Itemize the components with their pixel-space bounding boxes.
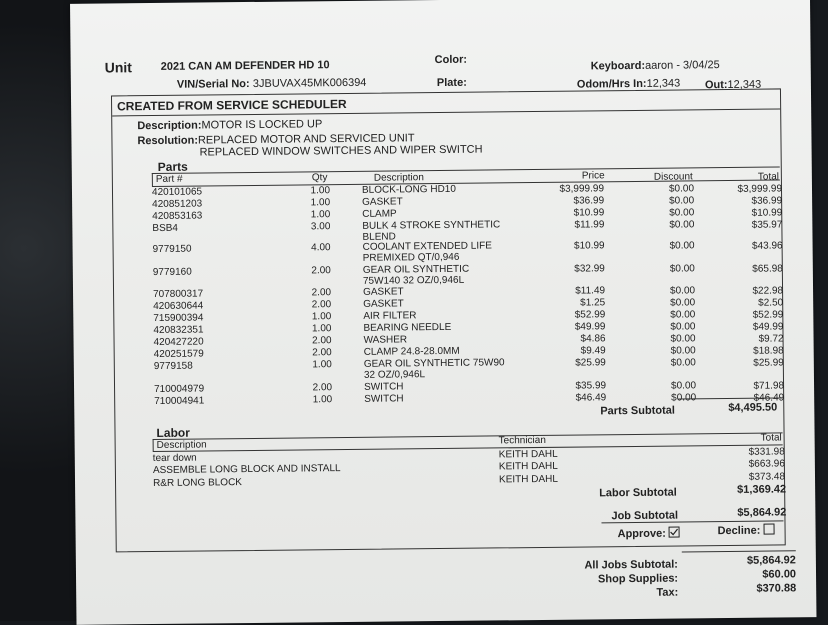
total-cell: $46.49 (753, 392, 785, 404)
price-cell: $10.99 (573, 240, 605, 252)
price-cell: $1.25 (580, 297, 606, 309)
discount-cell: $0.00 (670, 357, 696, 369)
part-number-cell: 420630644 (153, 300, 204, 313)
description-cell: GEAR OIL SYNTHETIC (362, 263, 470, 276)
keyboard-value: aaron - 3/04/25 (645, 59, 720, 72)
description-cell: WASHER (363, 334, 408, 346)
all-jobs-subtotal-label: All Jobs Subtotal: (584, 558, 678, 572)
price-cell: $11.49 (575, 285, 606, 297)
parts-subtotal-value: $4,495.50 (728, 401, 778, 415)
parts-col-price: Price (581, 170, 605, 182)
parts-col-description: Description (373, 172, 424, 184)
decline-checkbox[interactable] (763, 524, 774, 535)
parts-col-discount: Discount (653, 171, 693, 183)
price-cell: $46.49 (575, 392, 607, 404)
price-cell: $35.99 (575, 380, 607, 392)
labor-col-description: Description (156, 439, 207, 451)
labor-title: Labor (156, 425, 190, 440)
labor-total-cell: $663.96 (748, 458, 785, 470)
approve-control[interactable] (618, 527, 680, 541)
odom-in-value: 12,343 (646, 77, 681, 90)
discount-cell: $0.00 (671, 392, 697, 404)
decline-label: Decline: (717, 524, 761, 538)
total-cell: $3,999.99 (737, 183, 783, 195)
labor-description-cell: ASSEMBLE LONG BLOCK AND INSTALL (152, 463, 341, 477)
discount-cell: $0.00 (670, 321, 696, 333)
description-cell: BULK 4 STROKE SYNTHETIC (362, 219, 501, 232)
technician-cell: KEITH DAHL (498, 460, 558, 473)
resolution-line-1: REPLACED MOTOR AND SERVICED UNIT (197, 132, 415, 147)
description-cell: BEARING NEEDLE (363, 321, 452, 334)
discount-cell: $0.00 (669, 285, 696, 297)
total-cell: $25.99 (753, 357, 784, 369)
part-number-cell: 707800317 (153, 288, 204, 301)
decline-control[interactable] (718, 524, 775, 538)
description-cell: COOLANT EXTENDED LIFE (362, 240, 492, 253)
price-cell: $25.99 (575, 357, 606, 369)
part-number-cell: 710004941 (154, 395, 205, 408)
total-cell: $35.97 (751, 219, 783, 231)
labor-description-cell: tear down (152, 452, 197, 465)
parts-subtotal-label: Parts Subtotal (600, 404, 675, 418)
description-cell-line-2: 75W140 32 OZ/0,946L (362, 274, 465, 287)
price-cell: $9.49 (580, 345, 606, 357)
discount-cell: $0.00 (670, 309, 696, 321)
part-number-cell: 9779160 (152, 266, 192, 279)
description-cell: CLAMP 24.8-28.0MM (363, 345, 460, 358)
background-surface (0, 0, 80, 621)
resolution-line-2: REPLACED WINDOW SWITCHES AND WIPER SWITCH (199, 143, 483, 159)
qty-cell: 1.00 (312, 359, 332, 371)
work-order-sheet (70, 0, 816, 625)
description-cell: GASKET (363, 298, 404, 310)
description-cell-line-2: PREMIXED QT/0,946 (362, 251, 460, 264)
total-cell: $71.98 (753, 380, 785, 392)
shop-supplies-label: Shop Supplies: (597, 572, 679, 586)
description-cell: GEAR OIL SYNTHETIC 75W90 (363, 357, 505, 370)
parts-col-qty: Qty (311, 172, 328, 184)
total-cell: $2.50 (758, 297, 784, 309)
labor-subtotal-value: $1,369.42 (737, 483, 787, 496)
qty-cell: 1.00 (311, 323, 332, 335)
part-number-cell: 9779158 (153, 360, 193, 373)
part-number-cell: 9779150 (152, 243, 192, 256)
description-cell: GASKET (362, 196, 403, 208)
qty-cell: 1.00 (311, 311, 332, 323)
parts-col-total: Total (757, 171, 780, 183)
part-number-cell: 420101065 (151, 186, 203, 199)
description-cell: AIR FILTER (363, 310, 417, 322)
shop-supplies-value: $60.00 (762, 568, 797, 581)
technician-cell: KEITH DAHL (498, 473, 558, 486)
part-number-cell: 420851203 (152, 198, 203, 211)
total-cell: $36.99 (751, 195, 783, 207)
price-cell: $10.99 (573, 207, 605, 219)
labor-subtotal-label: Labor Subtotal (599, 486, 677, 500)
job-description (137, 118, 322, 132)
labor-total-cell: $373.48 (748, 471, 786, 483)
labor-header-left (153, 439, 154, 451)
keyboard-info (591, 59, 720, 72)
total-cell: $52.99 (752, 309, 784, 321)
description-cell: SWITCH (363, 381, 404, 393)
discount-cell: $0.00 (669, 207, 695, 219)
job-title: CREATED FROM SERVICE SCHEDULER (117, 96, 347, 114)
parts-header-left (152, 173, 153, 186)
odometer-in (577, 77, 680, 90)
qty-cell: 1.00 (310, 185, 331, 197)
qty-cell: 2.00 (312, 382, 333, 394)
discount-cell: $0.00 (670, 333, 696, 345)
discount-cell: $0.00 (669, 263, 695, 275)
total-cell: $10.99 (751, 207, 783, 219)
discount-cell: $0.00 (670, 380, 697, 392)
checkmark-icon (670, 528, 679, 537)
labor-description-cell: R&R LONG BLOCK (152, 477, 243, 490)
description-label: Description: (137, 119, 202, 133)
tax-label: Tax: (656, 586, 679, 599)
technician-cell: KEITH DAHL (498, 448, 558, 461)
price-cell: $4.86 (580, 333, 606, 345)
part-number-cell: 710004979 (154, 383, 205, 396)
description-cell: CLAMP (362, 208, 397, 220)
keyboard-label: Keyboard: (590, 59, 646, 73)
qty-cell: 2.00 (311, 299, 332, 311)
tax-value: $370.88 (756, 582, 797, 595)
out-label: Out: (704, 78, 728, 92)
part-number-cell: 420427220 (153, 336, 204, 349)
odom-label: Odom/Hrs In: (576, 77, 647, 91)
vin-label: VIN/Serial No: (176, 77, 250, 91)
description-cell: SWITCH (364, 393, 404, 405)
part-number-cell: 420251579 (153, 348, 204, 361)
qty-cell: 1.00 (310, 197, 331, 209)
unit-value: 2021 CAN AM DEFENDER HD 10 (160, 59, 330, 73)
discount-cell: $0.00 (668, 183, 695, 195)
discount-cell: $0.00 (670, 345, 696, 357)
odom-out-value: 12,343 (727, 78, 762, 91)
qty-cell: 2.00 (312, 347, 332, 359)
description-value: MOTOR IS LOCKED UP (201, 118, 323, 132)
discount-cell: $0.00 (669, 240, 695, 252)
parts-col-part: Part # (155, 173, 183, 185)
part-number-cell: 420853163 (152, 210, 203, 223)
qty-cell: 2.00 (311, 287, 332, 299)
parts-title: Parts (157, 159, 188, 174)
price-cell: $52.99 (574, 309, 606, 321)
qty-cell: 1.00 (312, 394, 333, 406)
resolution-label: Resolution: (137, 134, 199, 148)
approve-label: Approve: (617, 527, 666, 541)
description-cell-line-2: 32 OZ/0,946L (363, 369, 426, 381)
qty-cell: 2.00 (312, 335, 332, 347)
total-cell: $9.72 (758, 333, 784, 345)
discount-cell: $0.00 (669, 219, 695, 231)
price-cell: $11.99 (574, 219, 605, 231)
price-cell: $32.99 (574, 263, 605, 275)
unit-label: Unit (104, 59, 132, 76)
part-number-cell: BSB4 (152, 222, 179, 235)
qty-cell: 1.00 (310, 209, 331, 221)
qty-cell: 3.00 (310, 221, 331, 233)
vin-value: 3JBUVAX45MK006394 (252, 76, 367, 90)
labor-col-total: Total (760, 432, 782, 444)
total-cell: $18.98 (753, 345, 784, 357)
description-cell: GASKET (362, 286, 404, 298)
part-number-cell: 420832351 (153, 324, 204, 337)
total-cell: $49.99 (752, 321, 784, 333)
part-number-cell: 715900394 (153, 312, 204, 325)
total-cell: $65.98 (752, 263, 783, 275)
price-cell: $49.99 (574, 321, 606, 333)
qty-cell: 2.00 (311, 265, 331, 277)
job-subtotal-value: $5,864.92 (737, 506, 787, 519)
labor-total-cell: $331.98 (748, 446, 785, 458)
all-jobs-subtotal-value: $5,864.92 (746, 554, 796, 567)
total-cell: $43.96 (751, 240, 783, 252)
plate-label: Plate: (436, 76, 467, 90)
price-cell: $3,999.99 (559, 183, 605, 195)
qty-cell: 4.00 (311, 242, 331, 254)
labor-col-technician: Technician (498, 434, 546, 447)
price-cell: $36.99 (573, 195, 605, 207)
color-label: Color: (434, 53, 468, 67)
job-subtotal-label: Job Subtotal (611, 509, 679, 523)
discount-cell: $0.00 (669, 195, 695, 207)
total-cell: $22.98 (752, 285, 784, 297)
grand-totals-rule (682, 550, 796, 552)
description-cell: BLOCK-LONG HD10 (361, 183, 456, 196)
discount-cell: $0.00 (670, 297, 696, 309)
approve-checkbox[interactable] (669, 527, 680, 538)
description-cell-line-2: BLEND (362, 231, 396, 243)
